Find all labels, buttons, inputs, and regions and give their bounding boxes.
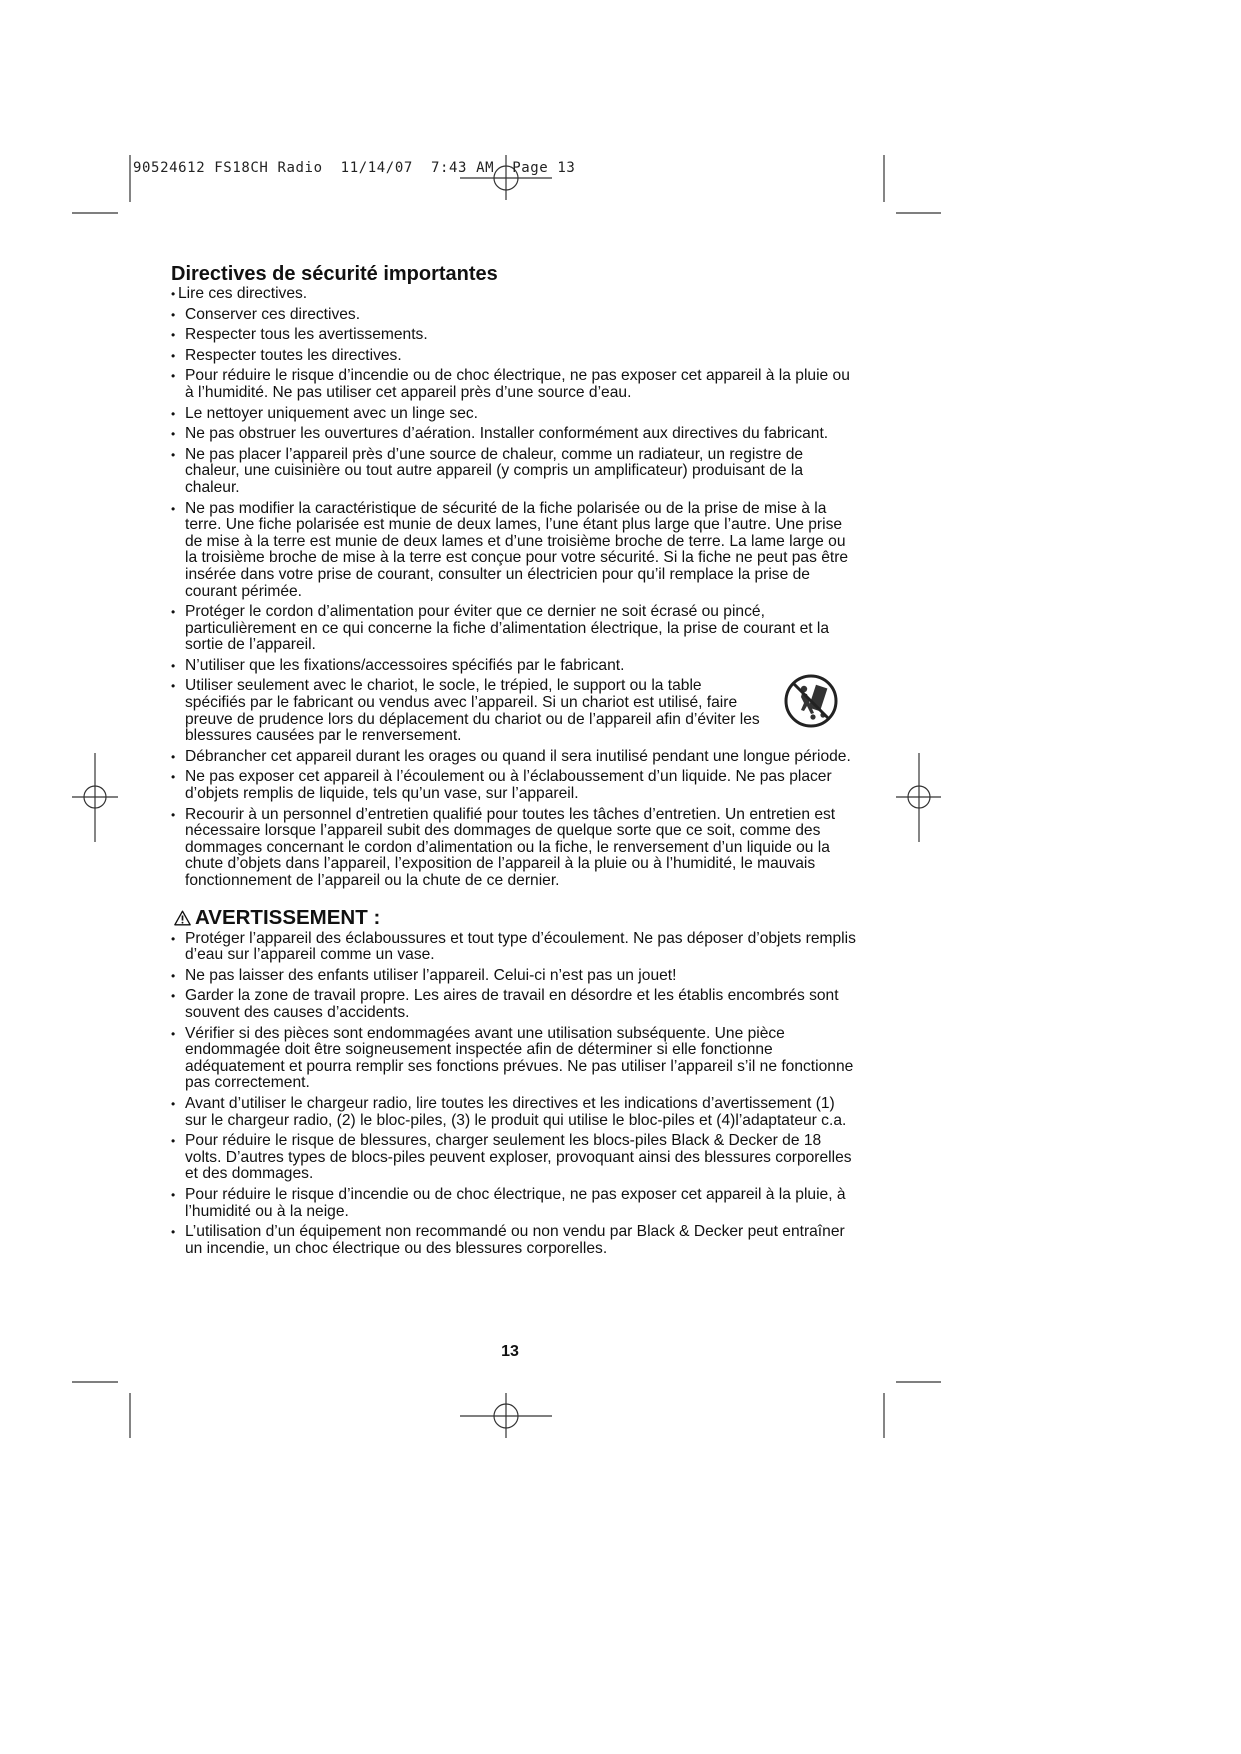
list-item: • Ne pas obstruer les ouvertures d’aération. Installer conformément aux directives du fabricant. (170, 426, 860, 443)
warning-heading (174, 906, 860, 930)
list-item: • Protéger le cordon d’alimentation pour éviter que ce dernier ne soit écrasé ou pincé, particulièrement en ce qui concerne la fiche d’alimentation électrique, la prise de courant et la sortie de l’appareil. (170, 604, 860, 654)
list-item: • Ne pas exposer cet appareil à l’écoulement ou à l’éclaboussement d’un liquide. Ne pas placer d’objets remplis de liquide, tels qu’un vase, sur l’appareil. (170, 769, 860, 802)
list-item: • Conserver ces directives. (170, 307, 860, 324)
warning-title: AVERTISSEMENT : (195, 905, 381, 929)
list-item: • Ne pas laisser des enfants utiliser l’appareil. Celui-ci n’est pas un jouet! (170, 968, 860, 985)
list-item: • Protéger l’appareil des éclaboussures et tout type d’écoulement. Ne pas déposer d’objets remplis d’eau sur l’appareil comme un vase. (170, 931, 860, 964)
list-item: • Ne pas placer l’appareil près d’une source de chaleur, comme un radiateur, un registre de chaleur, une cuisinière ou tout autre appareil (y compris un amplificateur) produisant de la chaleur. (170, 447, 860, 497)
list-item: • Ne pas modifier la caractéristique de sécurité de la fiche polarisée ou de la prise de mise à la terre. Une fiche polarisée est munie de deux lames, l’une étant plus large que l’autre. Une prise de mise à la terre est munie de deux lames et d’une troisième broche de terre. La lame large ou la troisième broche de mise à la terre est conçue pour votre sécurité. Si la fiche ne peut pas être insérée dans votre prise de courant, consulter un électricien pour qu’il remplace la prise de courant périmée. (170, 501, 860, 601)
list-item: • Respecter tous les avertissements. (170, 327, 860, 344)
list-item: • Pour réduire le risque d’incendie ou de choc électrique, ne pas exposer cet appareil à la pluie, à l’humidité ou à la neige. (170, 1187, 860, 1220)
list-item: • Utiliser seulement avec le chariot, le socle, le trépied, le support ou la table spécifiés par le fabricant ou vendus avec l’appareil. Si un chariot est utilisé, faire preuve de prudence lors du déplacement du chariot ou de l’appareil afin d’éviter les blessures causées par le renversement. (170, 678, 860, 744)
list-item: • Garder la zone de travail propre. Les aires de travail en désordre et les établis encombrés sont souvent des causes d’accidents. (170, 988, 860, 1021)
registration-mark-bottom (460, 1393, 552, 1438)
list-item: • Vérifier si des pièces sont endommagées avant une utilisation subséquente. Une pièce endommagée doit être soigneusement inspectée afin de déterminer si elle fonctionne adéquatement et pourra remplir ses fonctions prévues. Ne pas utiliser l’appareil s’il ne fonctionne pas correctement. (170, 1026, 860, 1092)
list-item: • L’utilisation d’un équipement non recommandé ou non vendu par Black & Decker peut entraîner un incendie, un choc électrique ou des blessures corporelles. (170, 1224, 860, 1257)
list-item: • Lire ces directives. (170, 286, 860, 303)
list-item: • Avant d’utiliser le chargeur radio, lire toutes les directives et les indications d’avertissement (1) sur le chargeur radio, (2) le bloc-piles, (3) le produit qui utilise le bloc-piles et (4)l’adaptateur c.a. (170, 1096, 860, 1129)
print-slug: 90524612 FS18CH Radio 11/14/07 7:43 AM Page 13 (133, 160, 576, 176)
warning-list (170, 931, 860, 1258)
cart-tipover-warning-icon (783, 673, 839, 729)
list-item: • Le nettoyer uniquement avec un linge sec. (170, 406, 860, 423)
page-number: 13 (501, 1343, 519, 1360)
warning-triangle-icon (174, 910, 191, 926)
list-item: • Recourir à un personnel d’entretien qualifié pour toutes les tâches d’entretien. Un entretien est nécessaire lorsque l’appareil subit des dommages de quelque sorte que ce soit, comme des dommages concernant le cordon d’alimentation ou la fiche, le renversement d’un liquide ou la chute d’objets dans l’appareil, l’exposition de l’appareil à la pluie ou à l’humidité, le mauvais fonctionnement de l’appareil ou la chute de ce dernier. (170, 807, 860, 890)
page-content (170, 262, 860, 1261)
list-item: • Pour réduire le risque d’incendie ou de choc électrique, ne pas exposer cet appareil à la pluie ou à l’humidité. Ne pas utiliser cet appareil près d’une source d’eau. (170, 368, 860, 401)
list-item: • Débrancher cet appareil durant les orages ou quand il sera inutilisé pendant une longue période. (170, 749, 860, 766)
list-item: • Pour réduire le risque de blessures, charger seulement les blocs-piles Black & Decker de 18 volts. D’autres types de blocs-piles peuvent exploser, provoquant ainsi des blessures corporelles et des dommages. (170, 1133, 860, 1183)
registration-mark-left (72, 753, 118, 842)
registration-mark-right (896, 753, 941, 842)
list-item: • N’utiliser que les fixations/accessoires spécifiés par le fabricant. (170, 658, 860, 675)
safety-list (170, 286, 860, 890)
safety-heading: Directives de sécurité importantes (171, 263, 498, 285)
list-item: • Respecter toutes les directives. (170, 348, 860, 365)
